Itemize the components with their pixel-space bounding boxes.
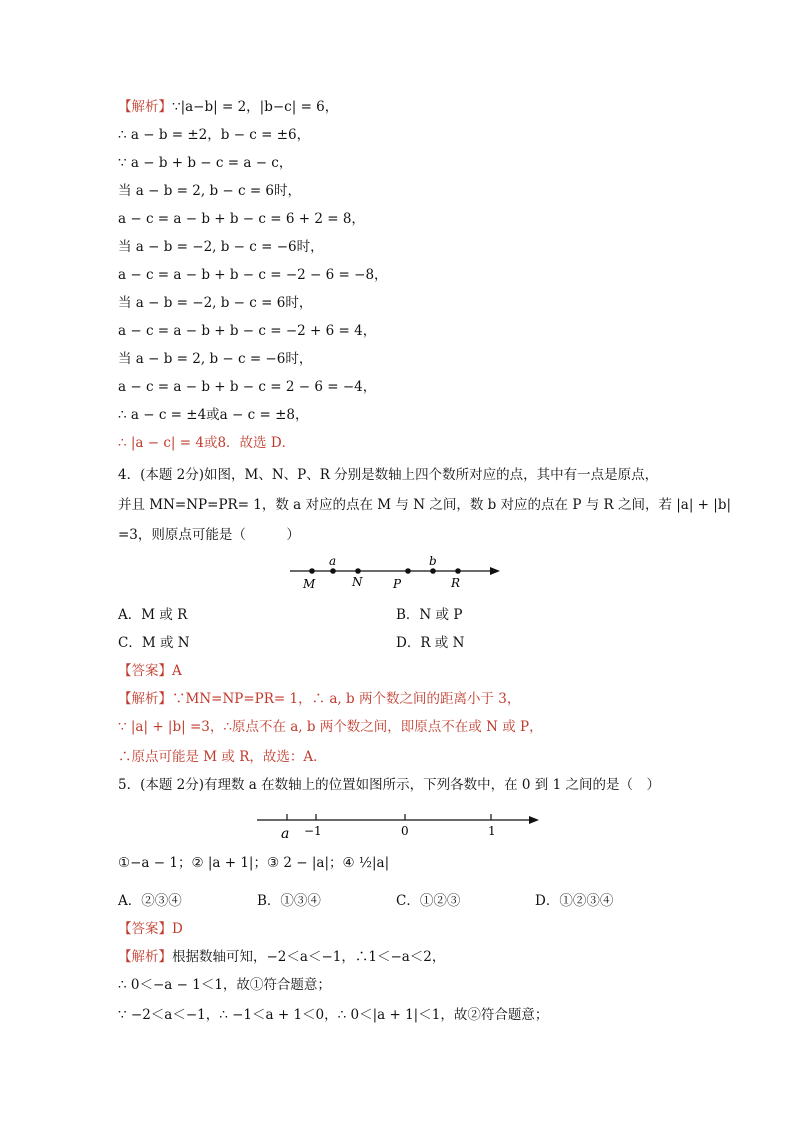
q5-option-c[interactable]: C．①②③ — [396, 893, 461, 909]
q4-point-a — [330, 568, 336, 574]
q4-label-n: N — [352, 575, 363, 589]
q4-point-b — [430, 568, 436, 574]
q4-option-c[interactable]: C．M 或 N — [118, 635, 190, 651]
q4-point-p-pos — [405, 568, 411, 574]
q4-option-a[interactable]: A．M 或 R — [118, 607, 188, 623]
q5-items: ①−a − 1；② |a + 1|；③ 2 − |a|；④ ½|a| — [118, 855, 390, 871]
analysis-q3-line-3: ∵ a − b + b − c = a − c， — [118, 155, 293, 171]
q5-label-a: a — [281, 826, 290, 842]
q4-option-d[interactable]: D．R 或 N — [396, 635, 465, 651]
analysis-q3-line-12: ∴ a − c = ±4或a − c = ±8， — [118, 407, 309, 423]
analysis-q3-line-5: a − c = a − b + b − c = 6 + 2 = 8， — [118, 211, 365, 227]
q5-label-neg1: −1 — [304, 824, 322, 838]
q5-option-d[interactable]: D．①②③④ — [535, 893, 614, 909]
q5-option-b[interactable]: B．①③④ — [257, 893, 321, 909]
q4-label-p: P — [393, 577, 402, 591]
q5-option-a[interactable]: A．②③④ — [118, 893, 182, 909]
analysis-q3-line-9: a − c = a − b + b − c = −2 + 6 = 4， — [118, 323, 377, 339]
analysis-q3-line-13: ∴ |a − c| = 4或8．故选 D． — [118, 435, 296, 451]
q5-stem: 5．(本题 2分)有理数 a 在数轴上的位置如图所示，下列各数中，在 0 到 1 之间的是（ ） — [118, 777, 660, 793]
analysis-q3-line-10: 当 a − b = 2, b − c = −6时， — [118, 351, 313, 367]
analysis-q3-line-11: a − c = a − b + b − c = 2 − 6 = −4， — [118, 379, 377, 395]
analysis-q3-line-8: 当 a − b = −2, b − c = 6时， — [118, 295, 313, 311]
q4-stem-line-1: 4．(本题 2分)如图，M、N、P、R 分别是数轴上四个数所对应的点，其中有一点是原点， — [118, 467, 659, 483]
q4-answer: 【答案】A — [118, 663, 182, 679]
analysis-q3-line-2: ∴ a − b = ±2，b − c = ±6， — [118, 127, 311, 143]
analysis-q3-line-4: 当 a − b = 2, b − c = 6时， — [118, 183, 302, 199]
analysis-q3-line-1: 【解析】∵|a−b| = 2，|b−c| = 6， — [118, 99, 339, 115]
q5-answer: 【答案】D — [118, 921, 183, 937]
q4-option-b[interactable]: B．N 或 P — [396, 607, 463, 623]
q5-number-line — [252, 808, 552, 844]
q4-number-line — [285, 553, 515, 593]
q4-label-a: a — [329, 554, 337, 568]
q4-label-b: b — [429, 554, 437, 568]
q4-point-n — [355, 568, 361, 574]
q4-analysis-line-1: 【解析】∵MN=NP=PR= 1，∴ a, b 两个数之间的距离小于 3， — [118, 691, 521, 707]
q4-stem-line-2: 并且 MN=NP=PR= 1，数 a 对应的点在 M 与 N 之间，数 b 对应的点在 P 与 R 之间，若 |a| + |b| — [118, 497, 732, 513]
q4-stem-line-3: =3，则原点可能是（ ） — [118, 527, 300, 543]
q4-label-r: R — [451, 576, 461, 590]
q4-analysis-line-2: ∵ |a| + |b| =3，∴原点不在 a, b 两个数之间，即原点不在或 N 或 P， — [118, 719, 543, 735]
q4-label-m: M — [303, 577, 316, 591]
q5-label-0: 0 — [401, 824, 409, 838]
q5-analysis-line-2: ∴ 0＜−a − 1＜1，故①符合题意； — [118, 977, 331, 993]
analysis-q3-line-6: 当 a − b = −2, b − c = −6时， — [118, 239, 324, 255]
q5-label-1: 1 — [488, 824, 496, 838]
q5-analysis-line-3: ∵ −2＜a＜−1，∴ −1＜a + 1＜0，∴ 0＜|a + 1|＜1，故②符合题意； — [118, 1007, 549, 1023]
analysis-q3-line-7: a − c = a − b + b − c = −2 − 6 = −8， — [118, 267, 388, 283]
q5-analysis-line-1: 【解析】根据数轴可知，−2＜a＜−1，∴1＜−a＜2， — [118, 949, 446, 965]
q4-analysis-line-3: ∴原点可能是 M 或 R，故选：A． — [118, 749, 327, 765]
q4-point-m — [309, 568, 315, 574]
q4-point-r — [455, 568, 461, 574]
